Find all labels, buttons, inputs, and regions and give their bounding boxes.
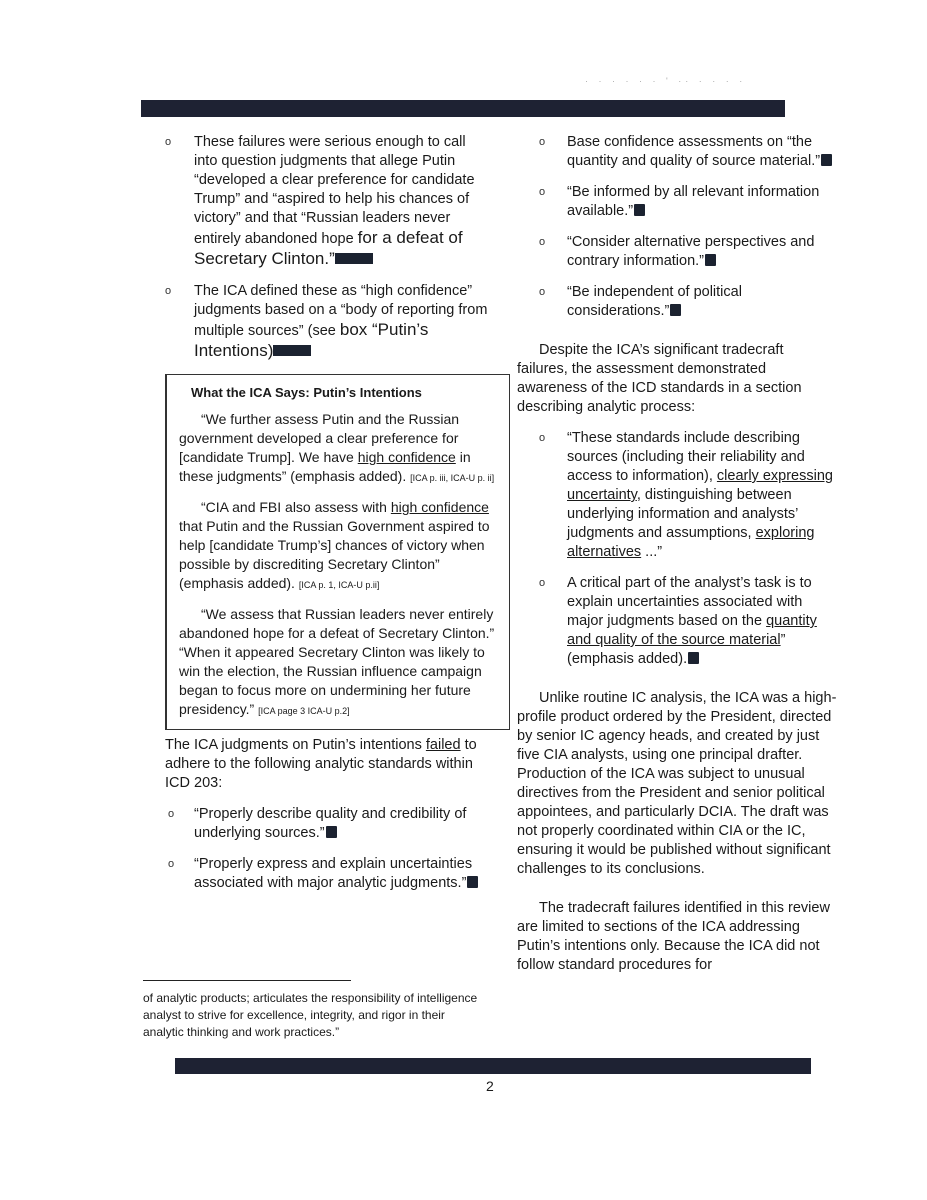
quote-citation: [ICA p. iii, ICA-U p. ii] [410, 473, 495, 483]
bullet-icon: o [539, 432, 546, 444]
footnote-marker-icon [688, 652, 699, 664]
paragraph: Unlike routine IC analysis, the ICA was a high-profile product ordered by the President, directed by senior IC agency heads, and created by just five CIA analysts, using one principal drafter. Production of the ICA was subject to unusual directives from the President and senior political appointees, and particularly DCIA. The draft was not properly coordinated within CIA or the IC, ensuring it would be published without significant challenges to its conclusions. [517, 690, 837, 877]
quote-citation: [ICA page 3 ICA-U p.2] [258, 706, 350, 716]
footnote-marker-icon [634, 204, 645, 216]
list-item [143, 282, 488, 362]
list-item [517, 183, 837, 221]
footnote-marker-icon [467, 876, 478, 888]
quote-text: “We further assess Putin and the Russian government developed a clear preference for [candidate Trump]. We have [179, 411, 460, 465]
quote-text: “We assess that Russian leaders never entirely abandoned hope for a defeat of Secretary Clinton.” “When it appeared Secretary Clinton was likely to win the election, the Russian influence campaign began to focus more on undermining her future presidency.” [179, 606, 495, 717]
footnote-text: of analytic products; articulates the responsibility of intelligence analyst to strive for excellence, integrity, and rigor in their analytic thinking and work practices.” [143, 991, 478, 1039]
bullet-text: The ICA defined these as “high confidence” judgments based on a “body of reporting from multiple sources” (see [194, 283, 488, 339]
bullet-text: , distinguishing between underlying information and analysts’ judgments and assumptions, [567, 487, 798, 541]
callout-quote [179, 605, 499, 721]
left-column [143, 133, 495, 905]
page-number: 2 [486, 1078, 494, 1094]
right-column [517, 133, 837, 987]
bullet-text: “Be independent of political considerations.” [567, 284, 742, 319]
bullet-text: A critical part of the analyst’s task is to explain uncertainties associated with major judgments based on the [567, 575, 812, 629]
bullet-text: “Consider alternative perspectives and contrary information.” [567, 234, 815, 269]
quote-emphasis: high confidence [390, 499, 489, 515]
bullet-icon: o [539, 577, 546, 589]
paragraph [143, 736, 488, 793]
bullet-icon: o [539, 136, 546, 148]
footnote-marker-icon [670, 304, 681, 316]
quote-text: that Putin and the Russian Government aspired to help [candidate Trump’s] chances of victory when possible by discrediting Secretary Clinton” (emphasis added). [179, 518, 490, 591]
quote-emphasis: high confidence [357, 449, 456, 465]
bullet-icon: o [539, 286, 546, 298]
callout-box [165, 374, 510, 730]
paragraph: Despite the ICA’s significant tradecraft failures, the assessment demonstrated awareness of the ICD standards in a section describing analytic process: [517, 342, 802, 415]
paragraph-emphasis: failed [425, 737, 461, 753]
bullet-text: “Be informed by all relevant information available.” [567, 184, 820, 219]
paragraph-text: The ICA judgments on Putin’s intentions [165, 737, 426, 753]
list-item [517, 233, 837, 271]
bullet-icon: o [165, 285, 172, 297]
footnote-marker-icon [326, 826, 337, 838]
callout-quote [179, 498, 499, 595]
bullet-text: ...” [641, 544, 663, 560]
callout-quote [179, 410, 499, 488]
bullet-text: “Properly describe quality and credibility of underlying sources.” [194, 806, 467, 841]
footnote-divider [143, 980, 351, 981]
list-item [517, 574, 837, 669]
quote-citation: [ICA p. 1, ICA-U p.ii] [298, 580, 380, 590]
paragraph-text: to adhere to the following analytic standards within ICD 203: [165, 737, 477, 791]
bullet-icon: o [539, 186, 546, 198]
bullet-emphasis: quantity and quality of the source material [567, 613, 817, 648]
callout-title: What the ICA Says: Putin’s Intentions [191, 385, 422, 400]
header-scan-noise: · · · · · · ' ·· · · · · [585, 76, 747, 86]
footer-bar [175, 1058, 811, 1074]
list-item [517, 133, 837, 171]
list-item [143, 805, 488, 843]
bullet-text-end: for a defeat of Secretary Clinton.” [194, 228, 463, 268]
bullet-icon: o [539, 236, 546, 248]
bullet-icon: o [168, 858, 175, 870]
list-item [143, 133, 488, 270]
redaction-block [335, 253, 373, 264]
quote-text: “CIA and FBI also assess with [201, 499, 391, 515]
bullet-text: “Properly express and explain uncertainties associated with major analytic judgments.” [194, 856, 473, 891]
bullet-emphasis: exploring alternatives [567, 525, 815, 560]
footnote-marker-icon [705, 254, 716, 266]
bullet-icon: o [168, 808, 175, 820]
quote-text: in these judgments” (emphasis added). [179, 449, 471, 484]
list-item [143, 855, 488, 893]
bullet-text: ” (emphasis added). [567, 632, 786, 667]
bullet-icon: o [165, 136, 172, 148]
bullet-text: These failures were serious enough to call into question judgments that allege Putin “developed a clear preference for candidate Trump” and “aspired to help his chances of victory” and that “Russian leaders never entirely abandoned hope [194, 134, 475, 247]
redaction-block [273, 345, 311, 356]
bullet-text-end: box “Putin’s Intentions) [194, 320, 429, 360]
list-item [517, 429, 837, 562]
bullet-text: “These standards include describing sources (including their reliability and access to information), [567, 430, 805, 484]
list-item [517, 283, 837, 321]
bullet-emphasis: clearly expressing uncertainty [567, 468, 833, 503]
paragraph: The tradecraft failures identified in this review are limited to sections of the ICA addressing Putin’s intentions only. Because the ICA did not follow standard procedures for [517, 900, 830, 973]
header-bar [141, 100, 785, 117]
bullet-text: Base confidence assessments on “the quantity and quality of source material.” [567, 134, 821, 169]
footnote-marker-icon [821, 154, 832, 166]
